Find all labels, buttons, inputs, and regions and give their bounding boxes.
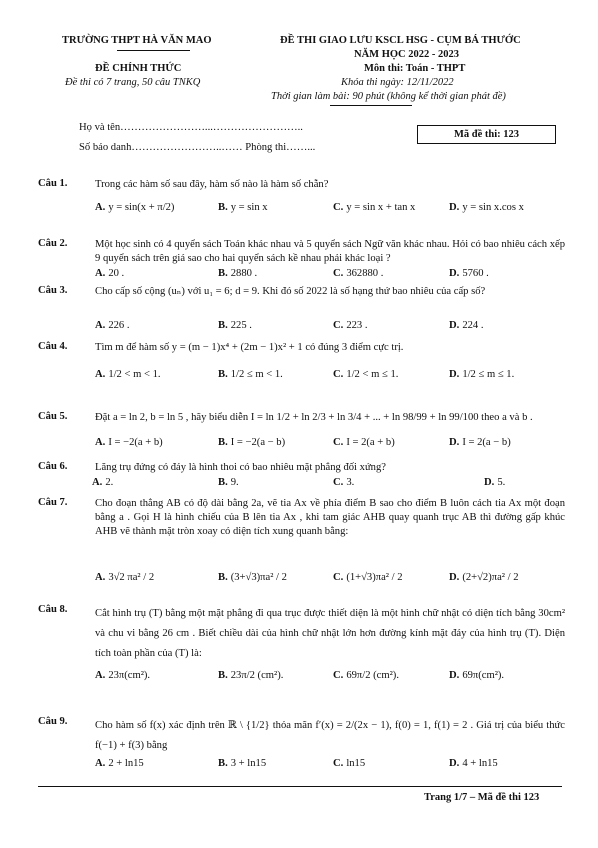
school-underline bbox=[117, 50, 190, 51]
option-c: C. 69π/2 (cm²). bbox=[333, 670, 399, 681]
option-c: C. ln15 bbox=[333, 758, 366, 769]
school-year: NĂM HỌC 2022 - 2023 bbox=[354, 49, 459, 60]
option-d: D. 5. bbox=[484, 477, 506, 488]
option-b: B. 23π/2 (cm²). bbox=[218, 670, 284, 681]
option-a: A. 2. bbox=[92, 477, 114, 488]
question-label: Câu 8. bbox=[38, 604, 68, 615]
page-footer: Trang 1/7 – Mã đề thi 123 bbox=[424, 792, 540, 803]
student-name-line: Họ và tên……………………...…………………….. bbox=[79, 122, 303, 133]
option-d: D. y = sin x.cos x bbox=[449, 202, 524, 213]
option-c: C. I = 2(a + b) bbox=[333, 437, 395, 448]
option-c: C. 362880 . bbox=[333, 268, 384, 279]
subject: Môn thi: Toán - THPT bbox=[364, 63, 466, 74]
option-b: B. 2880 . bbox=[218, 268, 258, 279]
question-label: Câu 6. bbox=[38, 461, 68, 472]
exam-code-box: Mã đề thi: 123 bbox=[417, 125, 556, 144]
question-label: Câu 7. bbox=[38, 497, 68, 508]
duration-underline bbox=[330, 105, 412, 106]
question-text: Cho đoạn thẳng AB có độ dài bằng 2a, vẽ tia Ax về phía điểm B sao cho điểm B luôn cách tia Ax một đoạn bằng a . Gọi H là hình chiếu của B lên tia Ax , khi tam giác AHB quay quanh trục AB thì đường gấp khúc AHB vẽ thành mặt tròn xoay có diện tích xung quanh bằng: bbox=[95, 498, 565, 537]
option-d: D. 1/2 ≤ m ≤ 1. bbox=[449, 369, 515, 380]
question-text: Cắt hình trụ (T) bằng một mặt phẳng đi qua trục được thiết diện là một hình chữ nhật có diện tích bằng 30cm² và chu vi bằng 26 cm . Biết chiều dài của hình chữ nhật lớn hơn đường kính mặt đáy của hình trụ (T). Diện tích toàn phần của (T) là: bbox=[95, 608, 565, 659]
question-label: Câu 2. bbox=[38, 238, 68, 249]
question-text: Cho hàm số f(x) xác định trên ℝ \ {1/2} thỏa mãn f′(x) = 2/(2x − 1), f(0) = 1, f(1) = 2 . Giá trị của biểu thức f(−1) + f(3) bằng bbox=[95, 720, 565, 751]
option-d: D. (2+√2)πa² / 2 bbox=[449, 572, 519, 583]
exam-date: Khóa thi ngày: 12/11/2022 bbox=[341, 77, 454, 88]
question-label: Câu 9. bbox=[38, 716, 68, 727]
option-c: C. y = sin x + tan x bbox=[333, 202, 416, 213]
exam-duration: Thời gian làm bài: 90 phút (không kể thời gian phát đề) bbox=[271, 91, 506, 102]
question-label: Câu 1. bbox=[38, 178, 68, 189]
question-label: Câu 5. bbox=[38, 411, 68, 422]
option-b: B. 1/2 ≤ m < 1. bbox=[218, 369, 283, 380]
question-text: Trong các hàm số sau đây, hàm số nào là hàm số chẵn? bbox=[95, 179, 329, 190]
option-a: A. 3√2 πa² / 2 bbox=[95, 572, 155, 583]
option-d: D. I = 2(a − b) bbox=[449, 437, 511, 448]
option-b: B. I = −2(a − b) bbox=[218, 437, 286, 448]
question-text: Tìm m để hàm số y = (m − 1)x⁴ + (2m − 1)x² + 1 có đúng 3 điểm cực trị. bbox=[95, 342, 404, 353]
option-c: C. 223 . bbox=[333, 320, 368, 331]
option-b: B. (3+√3)πa² / 2 bbox=[218, 572, 287, 583]
option-a: A. 2 + ln15 bbox=[95, 758, 144, 769]
option-c: C. 3. bbox=[333, 477, 355, 488]
option-b: B. y = sin x bbox=[218, 202, 268, 213]
question-label: Câu 3. bbox=[38, 285, 68, 296]
option-a: A. 1/2 < m < 1. bbox=[95, 369, 161, 380]
option-d: D. 69π(cm²). bbox=[449, 670, 505, 681]
question-text: Một học sinh có 4 quyển sách Toán khác nhau và 5 quyển sách Ngữ văn khác nhau. Hỏi có bao nhiêu cách xếp 9 quyển sách trên giá sao cho hai quyển sách kề nhau phải khác loại ? bbox=[95, 239, 565, 264]
option-a: A. y = sin(x + π/2) bbox=[95, 202, 175, 213]
question-text: Lăng trụ đứng có đáy là hình thoi có bao nhiêu mặt phẳng đối xứng? bbox=[95, 462, 386, 473]
option-d: D. 4 + ln15 bbox=[449, 758, 498, 769]
option-b: B. 225 . bbox=[218, 320, 252, 331]
question-text: Đặt a = ln 2, b = ln 5 , hãy biểu diễn I = ln 1/2 + ln 2/3 + ln 3/4 + ... + ln 98/99 + ln 99/100 theo a và b . bbox=[95, 412, 533, 423]
exam-title: ĐỀ THI GIAO LƯU KSCL HSG - CỤM BÁ THƯỚC bbox=[280, 35, 521, 46]
option-a: A. 226 . bbox=[95, 320, 130, 331]
student-id-line: Số báo danh……………………..…… Phòng thi……... bbox=[79, 142, 316, 153]
option-a: A. 20 . bbox=[95, 268, 125, 279]
question-text: Cho cấp số cộng (uₙ) với u₁ = 6; d = 9. Khi đó số 2022 là số hạng thứ bao nhiêu của cấp số? bbox=[95, 286, 486, 297]
official-label: ĐỀ CHÍNH THỨC bbox=[95, 63, 182, 74]
school-name: TRƯỜNG THPT HÀ VĂN MAO bbox=[62, 35, 212, 46]
question-label: Câu 4. bbox=[38, 341, 68, 352]
footer-rule bbox=[38, 786, 562, 787]
option-d: D. 5760 . bbox=[449, 268, 489, 279]
pages-note: Đề thi có 7 trang, 50 câu TNKQ bbox=[65, 77, 201, 88]
option-b: B. 3 + ln15 bbox=[218, 758, 267, 769]
option-c: C. 1/2 < m ≤ 1. bbox=[333, 369, 399, 380]
option-c: C. (1+√3)πa² / 2 bbox=[333, 572, 403, 583]
option-d: D. 224 . bbox=[449, 320, 484, 331]
option-b: B. 9. bbox=[218, 477, 239, 488]
option-a: A. I = −2(a + b) bbox=[95, 437, 163, 448]
option-a: A. 23π(cm²). bbox=[95, 670, 151, 681]
